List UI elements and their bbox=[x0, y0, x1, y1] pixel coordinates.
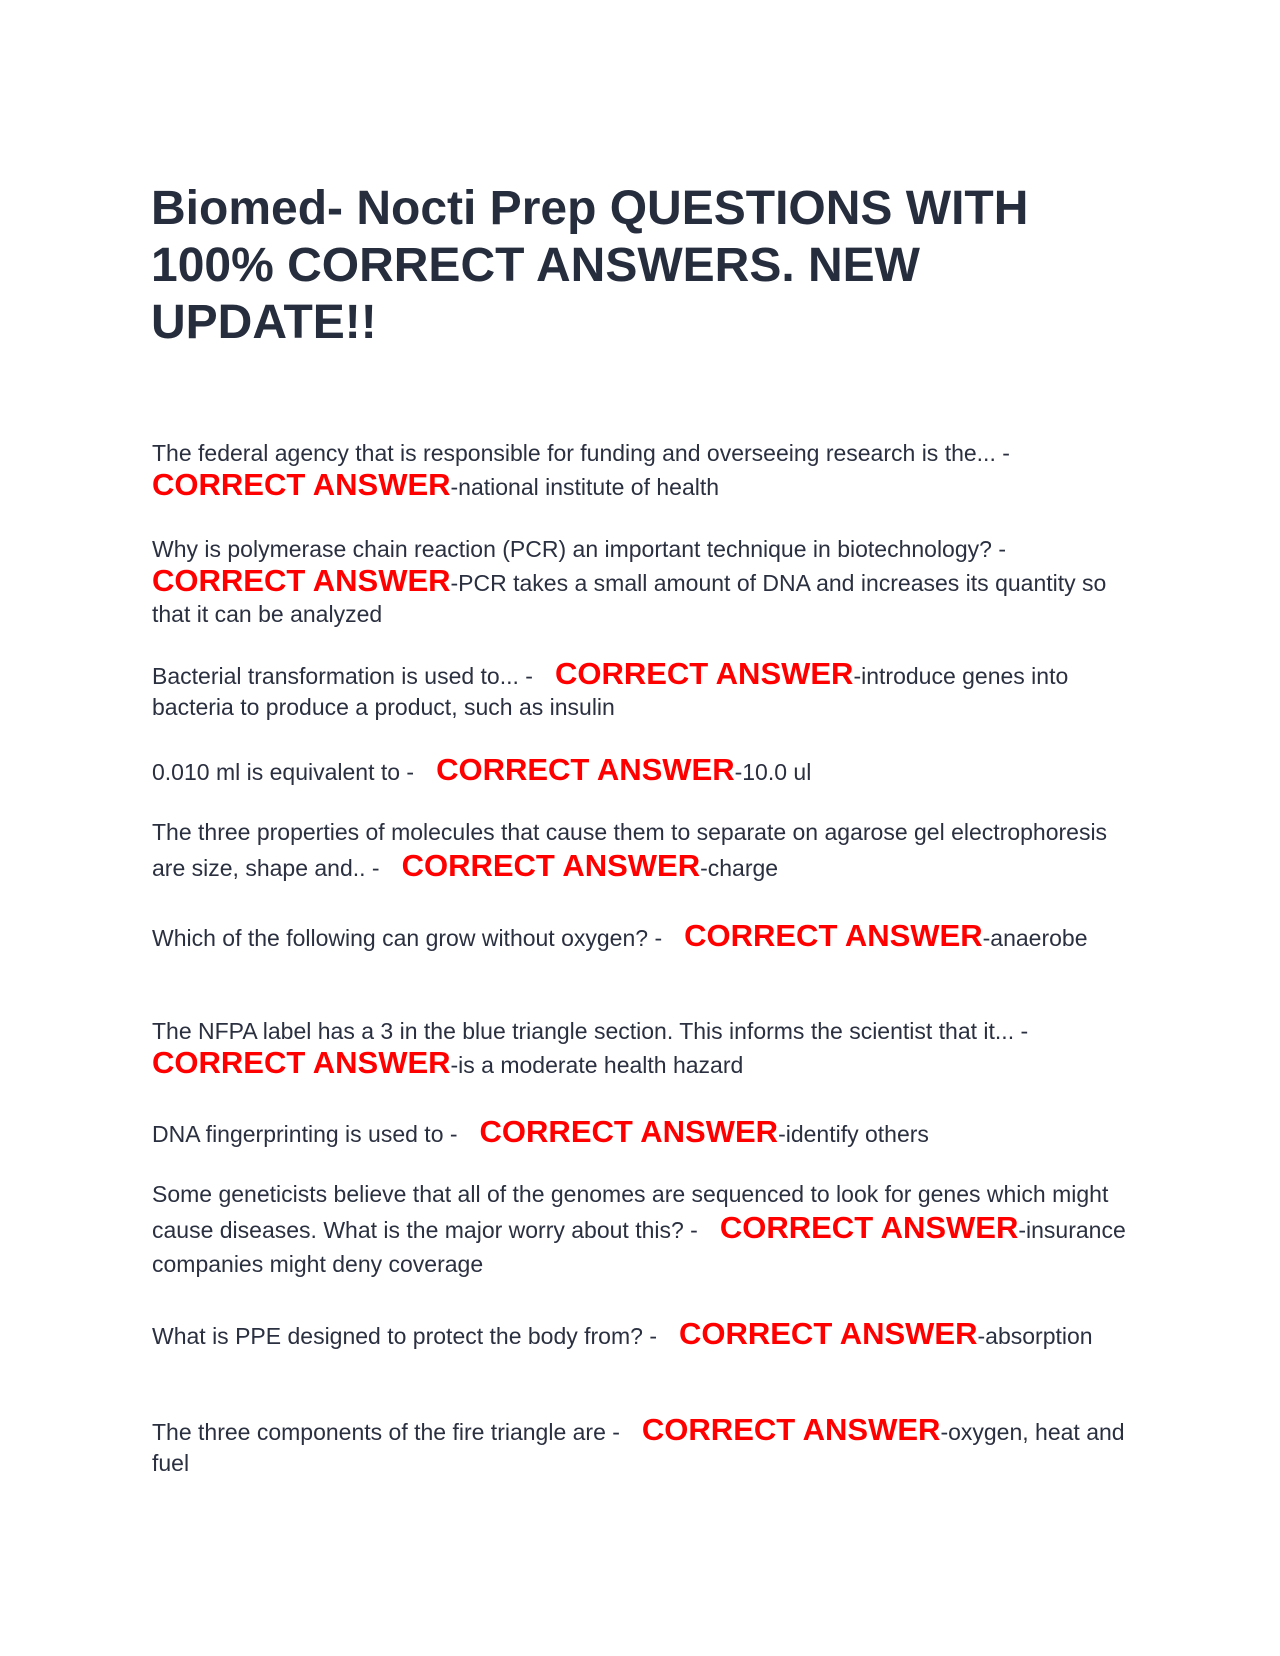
correct-answer-label: CORRECT ANSWER bbox=[479, 1114, 779, 1149]
question-text: Some geneticists believe that all of the genomes are sequenced to look for genes which might cause diseases. What is the major worry about this? - bbox=[152, 1181, 1109, 1243]
question-text: What is PPE designed to protect the body from? - bbox=[152, 1323, 657, 1349]
answer-text: -is a moderate health hazard bbox=[450, 1052, 744, 1078]
qa-item-9 bbox=[152, 1177, 1137, 1281]
correct-answer-label: CORRECT ANSWER bbox=[152, 1045, 451, 1080]
answer-text: -oxygen, heat and fuel bbox=[152, 1419, 1125, 1476]
answer-text: -10.0 ul bbox=[734, 759, 812, 785]
correct-answer-label: CORRECT ANSWER bbox=[152, 563, 451, 598]
qa-item-3 bbox=[152, 658, 1137, 723]
question-text: Why is polymerase chain reaction (PCR) an important technique in biotechnology? - bbox=[152, 536, 1006, 562]
correct-answer-label: CORRECT ANSWER bbox=[719, 1210, 1019, 1245]
question-text: DNA fingerprinting is used to - bbox=[152, 1121, 458, 1147]
correct-answer-label: CORRECT ANSWER bbox=[684, 918, 983, 953]
document-title: Biomed- Nocti Prep QUESTIONS WITH 100% CORRECT ANSWERS. NEW UPDATE!! bbox=[151, 182, 1029, 349]
correct-answer-label: CORRECT ANSWER bbox=[641, 1412, 941, 1447]
answer-text: -charge bbox=[700, 855, 779, 881]
answer-text: -introduce genes into bacteria to produce a product, such as insulin bbox=[152, 663, 1069, 720]
answer-text: -identify others bbox=[778, 1121, 929, 1147]
qa-item-2 bbox=[152, 534, 1137, 630]
correct-answer-label: CORRECT ANSWER bbox=[554, 656, 854, 691]
answer-text: -national institute of health bbox=[450, 474, 720, 500]
question-text: Bacterial transformation is used to... - bbox=[152, 663, 533, 689]
qa-item-11 bbox=[152, 1414, 1137, 1479]
qa-item-8 bbox=[152, 1116, 1137, 1150]
question-text: The three components of the fire triangle are - bbox=[152, 1419, 620, 1445]
answer-text: -anaerobe bbox=[982, 925, 1088, 951]
qa-item-7 bbox=[152, 1016, 1137, 1081]
qa-item-5 bbox=[152, 815, 1137, 885]
question-text: Which of the following can grow without oxygen? - bbox=[152, 925, 663, 951]
question-text: The federal agency that is responsible for funding and overseeing research is the... - bbox=[152, 440, 1010, 466]
correct-answer-label: CORRECT ANSWER bbox=[152, 467, 451, 502]
answer-text: -PCR takes a small amount of DNA and increases its quantity so that it can be analyzed bbox=[152, 570, 1107, 627]
qa-item-1 bbox=[152, 438, 1137, 503]
correct-answer-label: CORRECT ANSWER bbox=[678, 1316, 978, 1351]
answer-text: -insurance companies might deny coverage bbox=[152, 1217, 1126, 1277]
question-text: 0.010 ml is equivalent to - bbox=[152, 759, 415, 785]
qa-item-4 bbox=[152, 754, 1137, 788]
qa-item-6 bbox=[152, 920, 1137, 954]
correct-answer-label: CORRECT ANSWER bbox=[436, 752, 735, 787]
question-text: The three properties of molecules that cause them to separate on agarose gel electrophoresis are size, shape and.. - bbox=[152, 819, 1108, 881]
answer-text: -absorption bbox=[977, 1323, 1093, 1349]
correct-answer-label: CORRECT ANSWER bbox=[401, 848, 701, 883]
question-text: The NFPA label has a 3 in the blue triangle section. This informs the scientist that it... - bbox=[152, 1018, 1029, 1044]
qa-item-10 bbox=[152, 1318, 1137, 1352]
